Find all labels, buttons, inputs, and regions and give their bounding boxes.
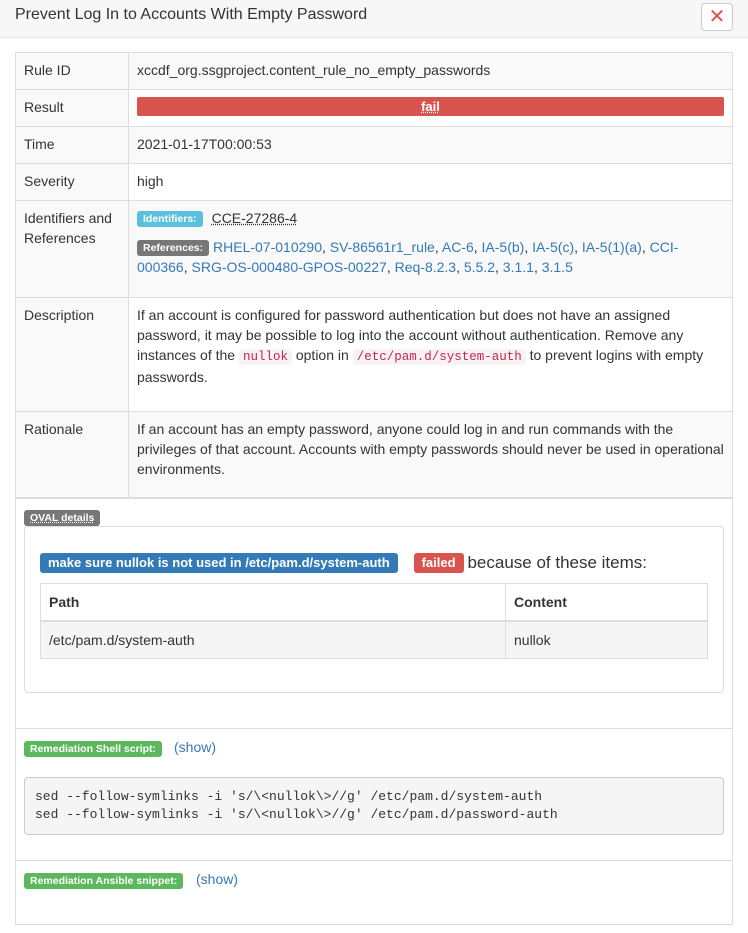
code-system-auth: /etc/pam.d/system-auth <box>353 349 526 365</box>
close-button[interactable] <box>701 3 733 31</box>
row-rationale <box>16 412 733 499</box>
time-label: Time <box>16 127 129 164</box>
reference-link[interactable]: AC-6 <box>441 239 474 255</box>
oval-test-label: make sure nullok is not used in /etc/pam.d/system-auth <box>40 553 398 573</box>
result-label: Result <box>16 90 129 127</box>
reference-link[interactable]: 3.1.1 <box>502 259 534 275</box>
remediation-ansible-badge: Remediation Ansible snippet: <box>24 873 183 889</box>
remediation-ansible-show-link[interactable]: (show) <box>196 871 239 887</box>
reference-link[interactable]: Req-8.2.3 <box>394 259 457 275</box>
reference-link[interactable]: IA-5(c) <box>532 239 575 255</box>
remediation-shell-badge: Remediation Shell script: <box>24 741 162 757</box>
code-line: sed --follow-symlinks -i 's/\<nullok\>//g' /etc/pam.d/password-auth <box>35 807 558 822</box>
row-description <box>16 298 733 412</box>
references-badge: References: <box>137 240 209 256</box>
time-value: 2021-01-17T00:00:53 <box>129 127 733 164</box>
severity-value: high <box>129 164 733 201</box>
reference-link[interactable]: CCI-000366 <box>137 239 679 275</box>
row-time <box>16 127 733 164</box>
row-rule-id <box>16 53 733 90</box>
reference-link[interactable]: IA-5(b) <box>481 239 525 255</box>
description-label: Description <box>16 298 129 412</box>
table-row <box>41 621 708 659</box>
column-path: Path <box>41 584 506 622</box>
remediation-shell-section <box>15 728 733 861</box>
oval-items-table <box>40 583 708 659</box>
identifiers-label: Identifiers and References <box>16 201 129 298</box>
code-nullok: nullok <box>239 349 292 365</box>
row-identifiers <box>16 201 733 298</box>
reference-link[interactable]: 5.5.2 <box>463 259 496 275</box>
result-fail-badge: fail <box>137 97 724 116</box>
close-icon: ✕ <box>708 6 726 28</box>
reference-link[interactable]: SV-86561r1_rule <box>329 239 435 255</box>
oval-panel <box>24 526 724 693</box>
description-value: If an account is configured for password authentication but does not have an assigned password, it may be possible to log into the account without authentication. Remove any instances of the nullok option in /etc/pam.d/system-auth to prevent logins with empty passwords. <box>129 298 733 412</box>
item-content: nullok <box>506 621 708 659</box>
oval-details-section <box>15 497 733 729</box>
shell-code-block <box>24 777 724 835</box>
column-content: Content <box>506 584 708 622</box>
reference-link[interactable]: IA-5(1)(a) <box>581 239 642 255</box>
reference-link[interactable]: 3.1.5 <box>541 259 573 275</box>
reference-link[interactable]: SRG-OS-000480-GPOS-00227 <box>191 259 387 275</box>
modal-header <box>0 0 748 38</box>
rationale-label: Rationale <box>16 412 129 499</box>
row-result <box>16 90 733 127</box>
identifiers-badge: Identifiers: <box>137 211 203 227</box>
oval-details-badge: OVAL details <box>24 510 100 526</box>
row-severity <box>16 164 733 201</box>
rationale-value: If an account has an empty password, anyone could log in and run commands with the privileges of that account. Accounts with empty passwords should never be used in operational environments. <box>129 412 733 499</box>
code-line: sed --follow-symlinks -i 's/\<nullok\>//g' /etc/pam.d/system-auth <box>35 789 543 804</box>
oval-status-badge: failed <box>414 553 464 573</box>
rule-details-table <box>15 52 733 499</box>
remediation-shell-show-link[interactable]: (show) <box>174 739 217 755</box>
reference-link[interactable]: RHEL-07-010290 <box>213 239 322 255</box>
remediation-ansible-section <box>15 860 733 925</box>
severity-label: Severity <box>16 164 129 201</box>
rule-id-label: Rule ID <box>16 53 129 90</box>
cce-identifier[interactable]: CCE-27286-4 <box>211 210 298 226</box>
oval-because-text: because of these items: <box>467 553 647 572</box>
modal-title: Prevent Log In to Accounts With Empty Password <box>15 6 368 23</box>
item-path: /etc/pam.d/system-auth <box>41 621 506 659</box>
rule-id-value: xccdf_org.ssgproject.content_rule_no_empty_passwords <box>129 53 733 90</box>
references-list: References: RHEL-07-010290, SV-86561r1_rule, AC-6, IA-5(b), IA-5(c), IA-5(1)(a), CCI-000366, SRG-OS-000480-GPOS-00227, Req-8.2.3, 5.5.2, 3.1.1, 3.1.5 <box>137 239 679 275</box>
